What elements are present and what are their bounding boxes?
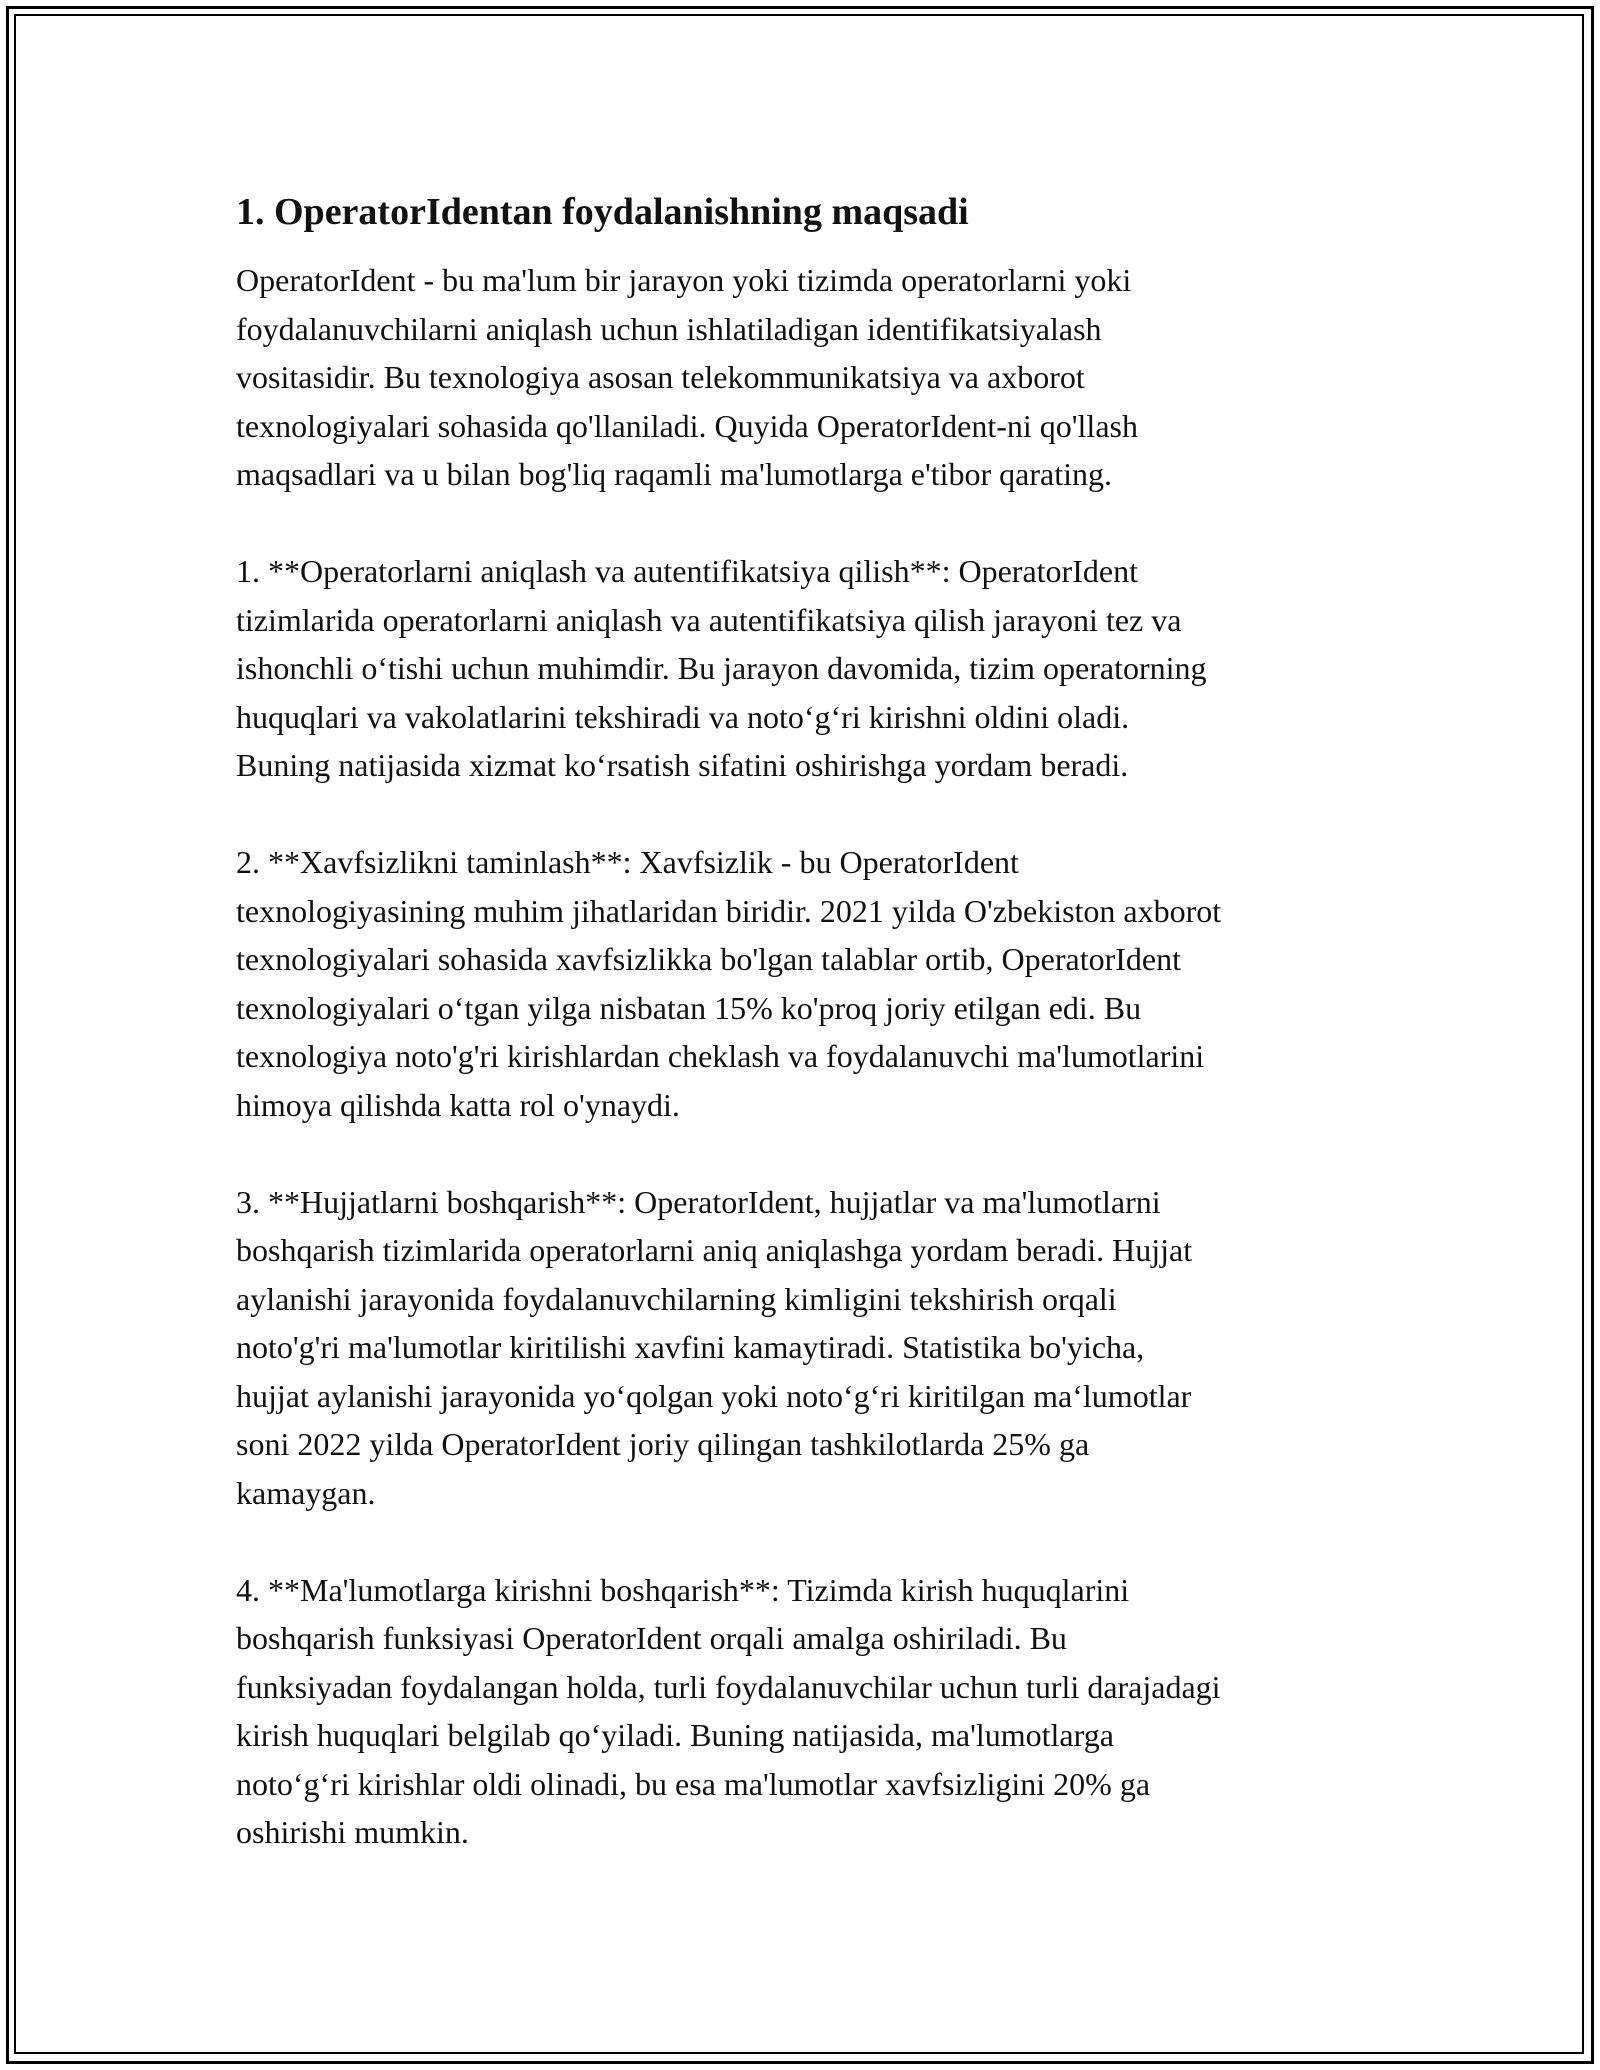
list-item-operator-identification: 1. **Operatorlarni aniqlash va autentifikatsiya qilish**: OperatorIdent tizimlarida operatorlarni aniqlash va autentifikatsiya qilish jarayoni tez va ishonchli oʻtishi uchun muhimdir. Bu jarayon davomida, tizim operatorning huquqlari va vakolatlarini tekshiradi va notoʻgʻri kirishni oldini oladi. Buning natijasida xizmat koʻrsatish sifatini oshirishga yordam beradi. <box>236 553 1207 783</box>
document-title: 1. OperatorIdentan foydalanishning maqsadi <box>236 191 969 233</box>
list-item-access-management: 4. **Ma'lumotlarga kirishni boshqarish**: Tizimda kirish huquqlarini boshqarish funksiyasi OperatorIdent orqali amalga oshiriladi. Bu funksiyadan foydalangan holda, turli foydalanuvchilar uchun turli darajadagi kirish huquqlari belgilab qoʻyiladi. Buning natijasida, ma'lumotlarga notoʻgʻri kirishlar oldi olinadi, bu esa ma'lumotlar xavfsizligini 20% ga oshirishi mumkin. <box>236 1571 1221 1850</box>
list-item-document-management: 3. **Hujjatlarni boshqarish**: OperatorIdent, hujjatlar va ma'lumotlarni boshqarish tizimlarida operatorlarni aniq aniqlashga yordam beradi. Hujjat aylanishi jarayonida foydalanuvchilarning kimligini tekshirish orqali noto'g'ri ma'lumotlar kiritilishi xavfini kamaytiradi. Statistika bo'yicha, hujjat aylanishi jarayonida yoʻqolgan yoki notoʻgʻri kiritilgan maʻlumotlar soni 2022 yilda OperatorIdent joriy qilingan tashkilotlarda 25% ga kamaygan. <box>236 1183 1193 1511</box>
document-body <box>236 188 1386 1905</box>
intro-paragraph: OperatorIdent - bu ma'lum bir jarayon yoki tizimda operatorlarni yoki foydalanuvchilarni aniqlash uchun ishlatiladigan identifikatsiyalash vositasidir. Bu texnologiya asosan telekommunikatsiya va axborot texnologiyalari sohasida qo'llaniladi. Quyida OperatorIdent-ni qo'llash maqsadlari va u bilan bog'liq raqamli ma'lumotlarga e'tibor qarating. <box>236 262 1138 492</box>
list-item-security: 2. **Xavfsizlikni taminlash**: Xavfsizlik - bu OperatorIdent texnologiyasining muhim jihatlaridan biridir. 2021 yilda O'zbekiston axborot texnologiyalari sohasida xavfsizlikka bo'lgan talablar ortib, OperatorIdent texnologiyalari oʻtgan yilga nisbatan 15% ko'proq joriy etilgan edi. Bu texnologiya noto'g'ri kirishlardan cheklash va foydalanuvchi ma'lumotlarini himoya qilishda katta rol o'ynaydi. <box>236 844 1222 1123</box>
